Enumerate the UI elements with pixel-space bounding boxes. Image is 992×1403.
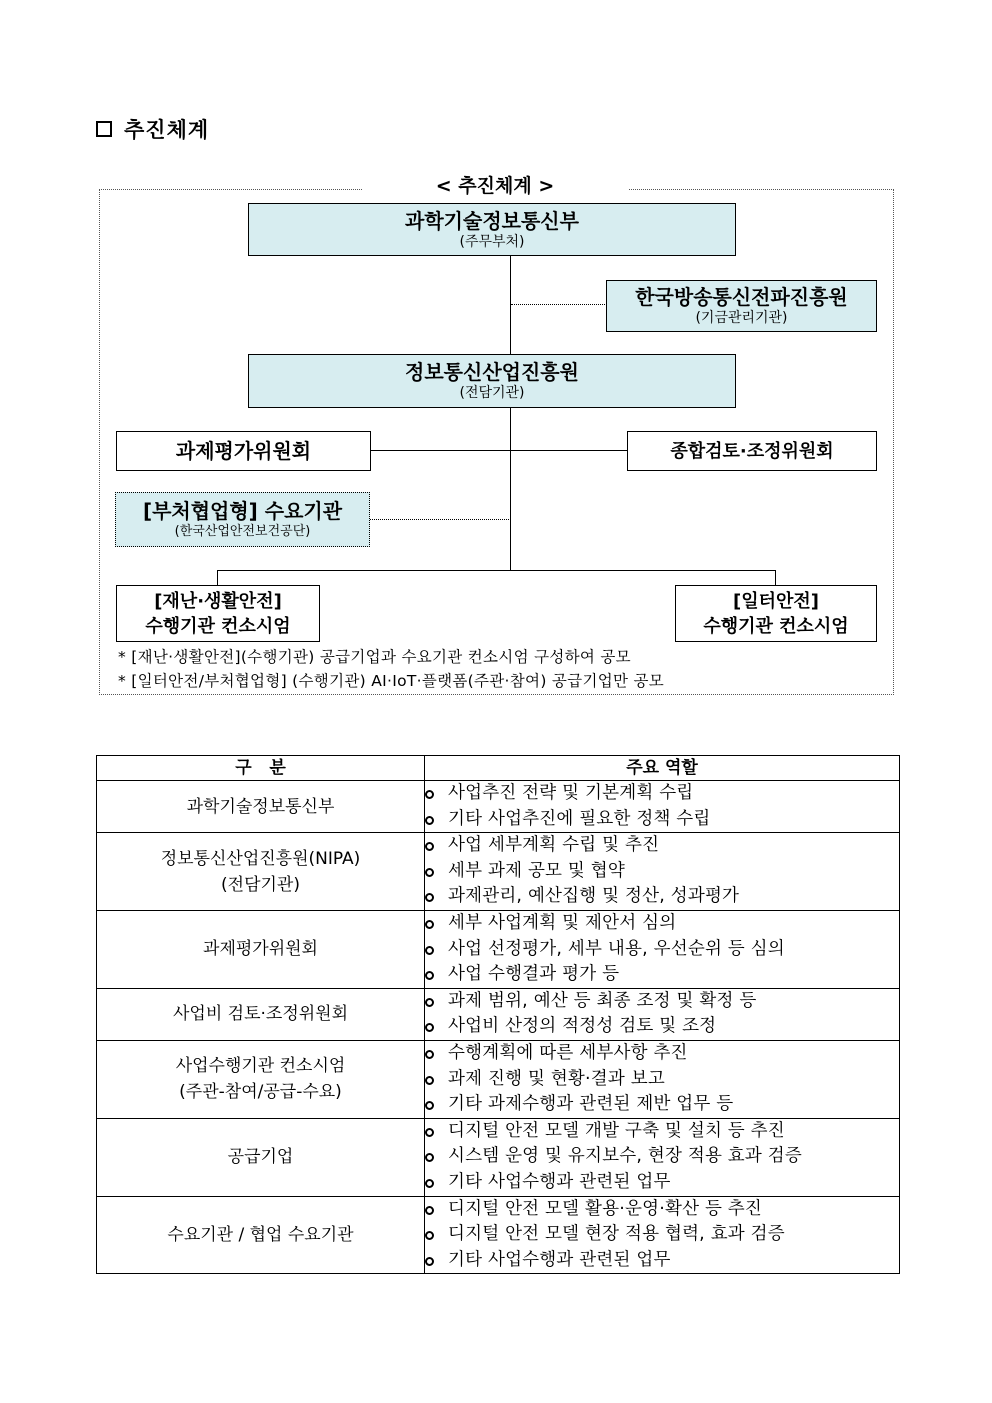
category-cell: 과학기술정보통신부: [97, 781, 425, 833]
nipa-box: [248, 354, 736, 408]
table-row: [97, 781, 900, 833]
eval-committee-name: 과제평가위원회: [175, 439, 312, 463]
checkbox-square-icon: [96, 121, 112, 137]
msit-role: (주무부처): [459, 233, 525, 250]
list-item: 과제 범위, 예산 등 최종 조정 및 확정 등: [425, 989, 899, 1015]
table-row: [97, 1118, 900, 1196]
nipa-name: 정보통신산업진흥원: [405, 360, 579, 384]
list-item: 디지털 안전 모델 현장 적용 협력, 효과 검증: [425, 1222, 899, 1248]
category-cell: 사업비 검토·조정위원회: [97, 988, 425, 1040]
section-title: [96, 114, 209, 144]
bullet-circle-icon: [425, 790, 434, 799]
consortium-left-box: [116, 585, 320, 642]
review-committee-box: [627, 431, 877, 471]
list-item: 사업추진 전략 및 기본계획 수립: [425, 781, 899, 807]
demand-org-box: [115, 492, 370, 547]
org-chart-title: < 추진체계 >: [362, 172, 628, 200]
list-item: 기타 사업수행과 관련된 업무: [425, 1248, 899, 1274]
horizontal-connector-committees: [370, 450, 628, 451]
nipa-role: (전담기관): [459, 385, 525, 401]
list-item: 기타 사업수행과 관련된 업무: [425, 1170, 899, 1196]
vertical-connector-line-lower: [510, 407, 511, 570]
list-item: 디지털 안전 모델 개발 구축 및 설치 등 추진: [425, 1119, 899, 1145]
consortium-left-line2: 수행기관 컨소시엄: [145, 615, 291, 637]
bullet-circle-icon: [425, 971, 434, 980]
section-title-text: 추진체계: [124, 118, 210, 142]
vertical-connector-line: [510, 255, 511, 355]
roles-cell: [425, 1196, 900, 1274]
list-item: 기타 과제수행과 관련된 제반 업무 등: [425, 1092, 899, 1118]
list-item: 세부 과제 공모 및 협약: [425, 859, 899, 885]
table-row: [97, 910, 900, 988]
bullet-circle-icon: [425, 920, 434, 929]
review-committee-name: 종합검토·조정위원회: [670, 440, 834, 462]
msit-name: 과학기술정보통신부: [405, 208, 579, 233]
list-item: 디지털 안전 모델 활용·운영·확산 등 추진: [425, 1197, 899, 1223]
bullet-circle-icon: [425, 893, 434, 902]
demand-org-sub: (한국산업안전보건공단): [174, 523, 311, 539]
category-cell: 사업수행기관 컨소시엄 (주관-참여/공급-수요): [97, 1040, 425, 1118]
bullet-circle-icon: [425, 842, 434, 851]
list-item: 시스템 운영 및 유지보수, 현장 적용 효과 검증: [425, 1144, 899, 1170]
list-item: 사업 수행결과 평가 등: [425, 962, 899, 988]
bullet-circle-icon: [425, 816, 434, 825]
consortium-left-line1: [재난·생활안전]: [154, 590, 282, 612]
demand-org-name: [부처협업형] 수요기관: [142, 498, 343, 523]
connector-right-consortium: [775, 570, 776, 586]
table-row: [97, 988, 900, 1040]
eval-committee-box: [116, 431, 371, 471]
roles-cell: [425, 781, 900, 833]
bullet-circle-icon: [425, 1153, 434, 1162]
bullet-circle-icon: [425, 1206, 434, 1215]
bullet-circle-icon: [425, 998, 434, 1007]
diagram-note: * [일터안전/부처협업형] (수행기관) AI·IoT·플랫폼(주관·참여) 공급기업만 공모: [118, 672, 665, 690]
bullet-circle-icon: [425, 946, 434, 955]
rapa-box: [606, 280, 877, 332]
category-cell: 정보통신산업진흥원(NIPA) (전담기관): [97, 833, 425, 911]
roles-cell: [425, 833, 900, 911]
list-item: 사업 선정평가, 세부 내용, 우선순위 등 심의: [425, 937, 899, 963]
msit-box: [248, 203, 736, 256]
roles-cell: [425, 1040, 900, 1118]
list-item: 사업비 산정의 적정성 검토 및 조정: [425, 1014, 899, 1040]
connector-left-consortium: [217, 570, 218, 586]
consortium-right-line1: [일터안전]: [732, 590, 819, 612]
bullet-circle-icon: [425, 1050, 434, 1059]
rapa-role: (기금관리기관): [695, 310, 788, 326]
list-item: 과제관리, 예산집행 및 정산, 성과평가: [425, 884, 899, 910]
list-item: 기타 사업추진에 필요한 정책 수립: [425, 807, 899, 833]
dotted-connector-demand-org: [369, 519, 511, 520]
bullet-circle-icon: [425, 1076, 434, 1085]
consortium-right-box: [675, 585, 877, 642]
bullet-circle-icon: [425, 1101, 434, 1110]
list-item: 수행계획에 따른 세부사항 추진: [425, 1041, 899, 1067]
roles-cell: [425, 1118, 900, 1196]
list-item: 사업 세부계획 수립 및 추진: [425, 833, 899, 859]
bullet-circle-icon: [425, 1231, 434, 1240]
dotted-connector-rapa: [511, 304, 607, 305]
roles-table: [96, 755, 900, 1274]
category-cell: 공급기업: [97, 1118, 425, 1196]
table-row: [97, 1040, 900, 1118]
table-row: [97, 1196, 900, 1274]
header-category: 구 분: [97, 756, 425, 781]
roles-cell: [425, 910, 900, 988]
bullet-circle-icon: [425, 868, 434, 877]
rapa-name: 한국방송통신전파진흥원: [635, 285, 848, 309]
horizontal-connector-consortia: [217, 570, 776, 571]
category-cell: 과제평가위원회: [97, 910, 425, 988]
category-cell: 수요기관 / 협업 수요기관: [97, 1196, 425, 1274]
table-row: [97, 833, 900, 911]
list-item: 세부 사업계획 및 제안서 심의: [425, 911, 899, 937]
diagram-note: * [재난·생활안전](수행기관) 공급기업과 수요기관 컨소시엄 구성하여 공모: [118, 648, 631, 666]
bullet-circle-icon: [425, 1179, 434, 1188]
bullet-circle-icon: [425, 1257, 434, 1266]
roles-cell: [425, 988, 900, 1040]
table-header-row: [97, 756, 900, 781]
header-roles: 주요 역할: [425, 756, 900, 781]
bullet-circle-icon: [425, 1128, 434, 1137]
consortium-right-line2: 수행기관 컨소시엄: [703, 615, 849, 637]
bullet-circle-icon: [425, 1023, 434, 1032]
list-item: 과제 진행 및 현황·결과 보고: [425, 1067, 899, 1093]
